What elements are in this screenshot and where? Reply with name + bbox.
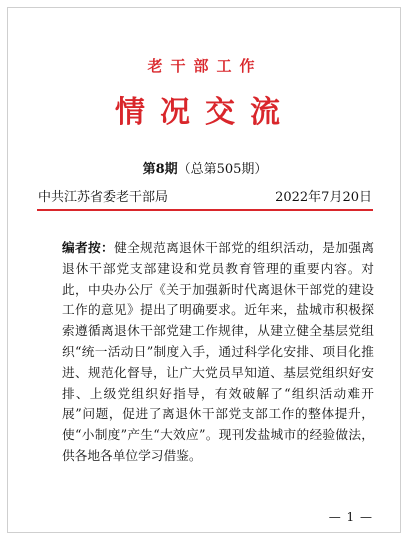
header-divider xyxy=(37,209,373,211)
header-small-title: 老干部工作 xyxy=(147,57,263,75)
editor-note xyxy=(62,238,374,467)
date: 2022年7月20日 xyxy=(275,190,372,205)
issue-total: （总第505期） xyxy=(177,162,268,177)
editor-label: 编者按： xyxy=(62,240,115,255)
issuer: 中共江苏省委老干部局 xyxy=(38,190,169,205)
page-number: — 1 — xyxy=(328,510,373,524)
meta-row xyxy=(38,190,372,206)
issue-number: 第8期 xyxy=(142,162,178,177)
editor-note-text: 健全规范离退休干部党的组织活动，是加强离退休干部党支部建设和党员教育管理的重要内容。对此，中央办公厅《关于加强新时代离退休干部党的建设工作的意见》提出了明确要求。近年来，盐城市积极探索遵循离退休干部党建工作规律，从建立健全基层党组织“统一活动日”制度入手，通过科学化安排、项目化推进、规范化督导，让广大党员早知道、基层党组织好安排、上级党组织好指导，有效破解了“组织活动难开展”问题，促进了离退休干部党支部工作的整体提升，使“小制度”产生“大效应”。现刊发盐城市的经验做法，供各地各单位学习借鉴。 xyxy=(62,240,375,463)
header-main-title: 情况交流 xyxy=(115,95,295,130)
issue-line xyxy=(0,162,410,178)
